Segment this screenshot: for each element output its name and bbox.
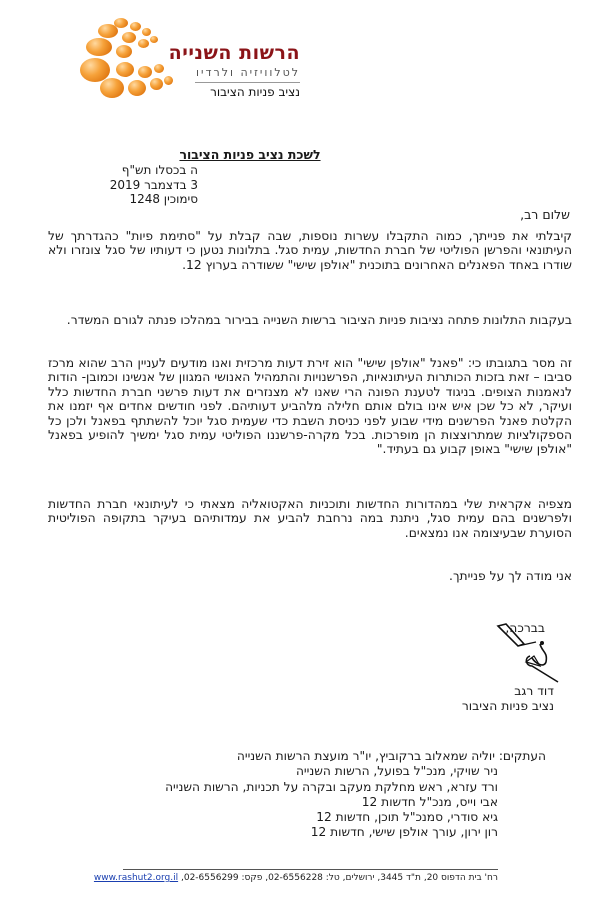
logo-dots-icon [80,14,175,102]
paragraph-3: זה מסר בתגובתו כי: "פאנל "אולפן שישי" הוא זירת דעות מרכזית ואנו מודעים לעניין הרב שהוא מרכז סביבו – זאת בזכות הכותרות העיתונאיות, הפרשנויות והתמהיל האנושי המגוון של אנשינו וכמובן- הודות לנאמנות הצופים. בניגוד לטענת הפונה הרי שאנו לא מצנזרים את דעות פרשני חברת החדשות כלל ועיקר, לא כל שכן איש אינו בולם אותם חלילה מלהביע דעותיהם. לפני חודשים אחדים אף יזמנו את הקלטת פאנל הפרשנים מידי שבוע לפני כניסת השבת כדי שעמית סגל יוכל להשתתף בפאנל ולכן כל הספקולציות שמתרוצצות הן מופרכות. בכל מקרה-פרשננו הפוליטי עמית סגל ימשיך להופיע בפאנל "אולפן שישי" באופן קבוע גם בעתיד." [48,356,572,457]
copies-recipient: רון ירון, עורך אולפן שישי, חדשות 12 [310,825,498,840]
paragraph-2: בעקבות התלונות פתחה נציבות פניות הציבור ברשות השנייה בבירור במהלכו פנתה לגורם המשדר. [66,313,572,327]
copies-block [126,749,546,841]
signoff: בברכה, [505,621,545,635]
copies-recipient: אבי וייס, מנכ"ל חדשות 12 [361,794,498,809]
copies-recipient: יוליה שמאלוב ברקוביץ, יו"ר מועצת הרשות השנייה [236,749,495,763]
signer-name: דוד רגב [514,684,554,698]
hebrew-date: ה בכסלו תש"ף [121,163,198,177]
logo [80,14,320,102]
greeting: שלום רב, [520,207,570,222]
copies-recipient: גיא סודרי, סמנכ"ל תוכן, חדשות 12 [316,810,498,825]
logo-divider [195,82,300,83]
copies-label: העתקים: [498,749,546,763]
letter-meta [78,163,198,207]
logo-title: הרשות השנייה [168,42,300,64]
website-link[interactable]: www.rashut2.org.il [93,873,179,883]
paragraph-1: קיבלתי את פנייתך, כמוה התקבלו עשרות נוספות, שבה קבלת על "סתימת פיות" כהגדרתך של העיתונאי והפרשן הפוליטי של חברת החדשות, עמית סגל. בתלונות נטען כי דעותיו של סגל צונזרו ולא שודרו באחד הפאנלים האחרונים בתוכנית "אולפן שישי" ששודרה בערוץ 12. [48,229,572,272]
thanks-line: אני מודה לך על פנייתך. [449,569,572,583]
copies-first-row [126,749,546,764]
signer-title: נציב פניות הציבור [461,698,554,713]
copies-recipient: ורד עזרא, ראש מחלקת מעקב ובקרה על תכניות, הרשות השנייה [165,779,498,794]
signature-icon [496,622,562,684]
signer-block [462,684,554,713]
office-title: לשכת נציב פניות הציבור [179,147,321,162]
paragraph-4: מצפיה אקראית שלי במהדורות החדשות ותוכניות האקטואליה מצאתי כי לעיתונאי חברת החדשות ולפרשנים בהם עמית סגל, ניתנת במה נרחבת להביע את עמדותיהם בעיקר בתקופה הפוליטית הסוערת שבעיצומה אנו נמצאים. [48,497,572,540]
footer-divider [123,869,498,870]
reference-number: סימוכין 1248 [129,192,198,206]
footer [93,873,498,883]
logo-tagline: נציב פניות הציבור [210,85,300,99]
logo-subtitle: לטלוויזיה ולרדיו [196,66,300,79]
gregorian-date: 3 בדצמבר 2019 [109,177,198,192]
footer-address: רח' בית הדפוס 20, ת"ד 3445, ירושלים, טל: 02-6556228, פקס: 02-6556299, [180,873,498,883]
copies-recipient: ניר שויקי, מנכ"ל בפועל, הרשות השנייה [295,764,498,779]
